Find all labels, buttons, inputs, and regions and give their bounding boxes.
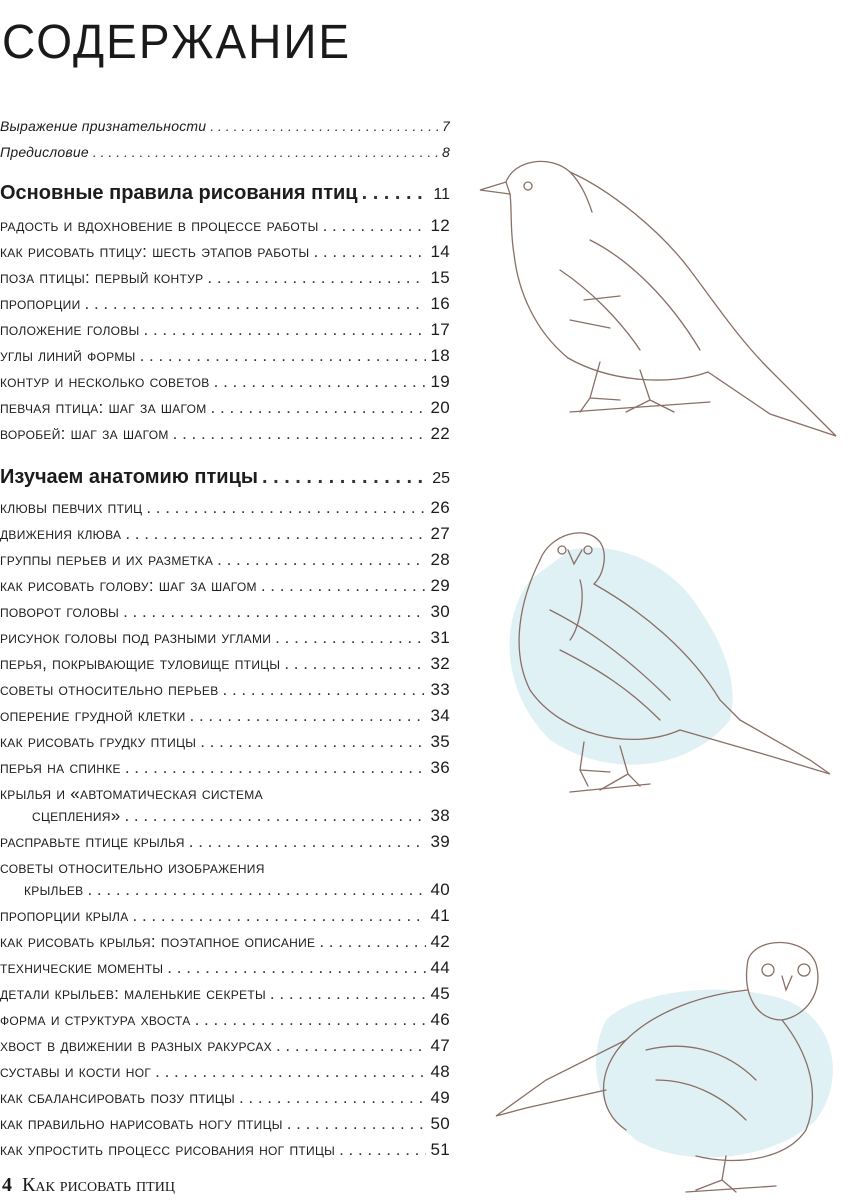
toc-entry-page: 45 <box>430 984 450 1003</box>
toc-entry-title: как рисовать грудку птицы <box>0 732 197 751</box>
toc-entry-title: оперение грудной клетки <box>0 706 186 725</box>
toc-entry-page: 47 <box>430 1036 450 1055</box>
toc-entry[interactable] <box>0 628 450 648</box>
toc-entry[interactable] <box>0 732 450 752</box>
footer-book-title: Как рисовать птиц <box>22 1174 175 1196</box>
toc-entry-page: 22 <box>430 424 450 443</box>
toc-dot-leader <box>323 216 427 236</box>
toc-entry[interactable] <box>0 906 450 926</box>
toc-entry[interactable] <box>0 372 450 392</box>
toc-entry-page: 28 <box>430 550 450 569</box>
toc-entry-page: 44 <box>430 958 450 977</box>
toc-dot-leader <box>140 346 427 366</box>
toc-dot-leader <box>223 680 427 700</box>
toc-entry-page: 8 <box>442 144 450 160</box>
toc-entry-title: как сбалансировать позу птицы <box>0 1088 235 1107</box>
page-footer <box>2 1174 175 1197</box>
toc-entry[interactable] <box>0 958 450 978</box>
toc-dot-leader <box>200 732 426 752</box>
toc-entry[interactable] <box>0 1062 450 1082</box>
toc-entry[interactable] <box>0 602 450 622</box>
toc-entry[interactable] <box>0 1036 450 1056</box>
toc-dot-leader <box>167 958 426 978</box>
toc-dot-leader <box>210 118 438 134</box>
toc-dot-leader <box>276 1036 427 1056</box>
toc-entry-title: технические моменты <box>0 958 164 977</box>
toc-entry[interactable] <box>0 806 450 826</box>
toc-dot-leader <box>284 654 426 674</box>
toc-entry-page: 27 <box>430 524 450 543</box>
toc-entry[interactable] <box>0 1140 450 1160</box>
toc-dot-leader <box>155 1062 426 1082</box>
toc-entry-page: 15 <box>430 268 450 287</box>
toc-entry-title: как правильно нарисовать ногу птицы <box>0 1114 283 1133</box>
toc-entry-page: 38 <box>430 806 450 825</box>
toc-entry-page: 30 <box>430 602 450 621</box>
toc-entry-page: 19 <box>430 372 450 391</box>
toc-entry[interactable] <box>0 398 450 418</box>
toc-dot-leader <box>207 268 426 288</box>
toc-dot-leader <box>133 906 427 926</box>
toc-entry-page: 46 <box>430 1010 450 1029</box>
toc-entry-page: 29 <box>430 576 450 595</box>
toc-entry-page: 42 <box>430 932 450 951</box>
toc-entry-page: 39 <box>430 832 450 851</box>
toc-dot-leader <box>85 294 427 314</box>
toc-dot-leader <box>319 932 426 952</box>
toc-entry[interactable] <box>0 758 450 778</box>
toc-dot-leader <box>125 758 427 778</box>
toc-entry[interactable] <box>0 524 450 544</box>
toc-entry-title: как рисовать голову: шаг за шагом <box>0 576 257 595</box>
toc-entry-page: 18 <box>430 346 450 365</box>
toc-entry-page: 33 <box>430 680 450 699</box>
toc-entry-title-line1: советы относительно изображения <box>0 858 265 877</box>
toc-entry-title: контур и несколько советов <box>0 372 210 391</box>
toc-entry-page: 51 <box>430 1140 450 1159</box>
toc-entry-page: 12 <box>430 216 450 235</box>
toc-entry-page: 31 <box>430 628 450 647</box>
toc-dot-leader <box>262 466 428 489</box>
toc-dot-leader <box>123 602 426 622</box>
toc-entry-page: 17 <box>430 320 450 339</box>
toc-entry-title: пропорции крыла <box>0 906 129 925</box>
toc-dot-leader <box>217 550 426 570</box>
toc-entry[interactable] <box>0 1114 450 1134</box>
toc-entry-title: положение головы <box>0 320 140 339</box>
toc-entry-page: 49 <box>430 1088 450 1107</box>
toc-entry-page: 26 <box>430 498 450 517</box>
toc-entry[interactable] <box>0 576 450 596</box>
toc-entry-title: крыльев <box>24 880 84 899</box>
page-title: содержание <box>2 0 352 73</box>
toc-entry[interactable] <box>0 424 450 444</box>
toc-dot-leader <box>190 706 427 726</box>
footer-page-number: 4 <box>2 1174 12 1196</box>
toc-entry-page: 41 <box>430 906 450 925</box>
toc-entry-page: 34 <box>430 706 450 725</box>
toc-entry-title: певчая птица: шаг за шагом <box>0 398 207 417</box>
toc-dot-leader <box>146 498 426 518</box>
toc-entry-page: 50 <box>430 1114 450 1133</box>
toc-section-page: 25 <box>432 470 450 487</box>
toc-entry[interactable] <box>0 1010 450 1030</box>
toc-intro-entry[interactable] <box>0 144 450 160</box>
toc-entry-title: перья, покрывающие туловище птицы <box>0 654 281 673</box>
toc-entry[interactable] <box>0 654 450 674</box>
toc-entry-title: детали крыльев: маленькие секреты <box>0 984 266 1003</box>
toc-dot-leader <box>214 372 427 392</box>
toc-dot-leader <box>211 398 427 418</box>
toc-entry-page: 20 <box>430 398 450 417</box>
toc-entry-title: форма и структура хвоста <box>0 1010 191 1029</box>
toc-entry-title: сцепления» <box>32 806 121 825</box>
toc-entry-title: Предисловие <box>0 144 89 160</box>
toc-section-title: Изучаем анатомию птицы <box>0 466 258 488</box>
toc-entry[interactable] <box>0 1088 450 1108</box>
toc-entry-page: 36 <box>430 758 450 777</box>
toc-entry[interactable] <box>0 680 450 700</box>
toc-dot-leader <box>124 806 426 826</box>
toc-entry-title: как рисовать крылья: поэтапное описание <box>0 932 316 951</box>
toc-dot-leader <box>287 1114 427 1134</box>
toc-section-heading[interactable] <box>0 466 450 489</box>
toc-entry[interactable] <box>0 498 450 518</box>
toc-entry-page: 32 <box>430 654 450 673</box>
toc-entry[interactable] <box>0 268 450 288</box>
toc-section-title: Основные правила рисования птиц <box>0 182 358 204</box>
toc-entry-title: перья на спинке <box>0 758 121 777</box>
toc-entry-title: радость и вдохновение в процессе работы <box>0 216 319 235</box>
toc-entry-title: поза птицы: первый контур <box>0 268 204 287</box>
toc-entry-page: 7 <box>442 118 450 134</box>
toc-dot-leader <box>87 880 426 900</box>
toc-entry[interactable] <box>0 320 450 340</box>
toc-entry-title: клювы певчих птиц <box>0 498 143 517</box>
toc-entry[interactable] <box>0 346 450 366</box>
toc-entry[interactable] <box>0 932 450 952</box>
toc-dot-leader <box>270 984 427 1004</box>
toc-entry[interactable] <box>0 242 450 262</box>
toc-dot-leader <box>313 242 426 262</box>
toc-entry-title: расправьте птице крылья <box>0 832 185 851</box>
toc-entry-page: 14 <box>430 242 450 261</box>
toc-entry[interactable] <box>0 216 450 236</box>
toc-dot-leader <box>93 144 438 160</box>
toc-entry-page: 35 <box>430 732 450 751</box>
bird-sketch-perched-icon <box>470 150 850 440</box>
toc-entry-title: хвост в движении в разных ракурсах <box>0 1036 272 1055</box>
toc-dot-leader <box>189 832 427 852</box>
toc-dot-leader <box>362 182 430 205</box>
toc-dot-leader <box>239 1088 427 1108</box>
toc-entry[interactable] <box>0 984 450 1004</box>
toc-entry[interactable] <box>0 832 450 852</box>
toc-entry-title: движения клюва <box>0 524 122 543</box>
toc-entry[interactable] <box>0 294 450 314</box>
toc-dot-leader <box>275 628 426 648</box>
bird-sketch-front-icon <box>490 520 860 820</box>
toc-entry-title: как рисовать птицу: шесть этапов работы <box>0 242 310 261</box>
toc-intro-entry[interactable] <box>0 118 450 134</box>
toc-entry[interactable] <box>0 880 450 900</box>
toc-entry-title-line1: крылья и «автоматическая система <box>0 784 263 803</box>
toc-entry-page: 40 <box>430 880 450 899</box>
toc-entry-title: воробей: шаг за шагом <box>0 424 169 443</box>
toc-section-heading[interactable] <box>0 182 450 205</box>
toc-dot-leader <box>173 424 427 444</box>
toc-entry-title: пропорции <box>0 294 81 313</box>
toc-dot-leader <box>195 1010 427 1030</box>
toc-entry-title: советы относительно перьев <box>0 680 219 699</box>
toc-dot-leader <box>339 1140 426 1160</box>
toc-entry-title: Выражение признательности <box>0 118 207 134</box>
toc-entry-title: рисунок головы под разными углами <box>0 628 272 647</box>
toc-section-page: 11 <box>433 186 450 203</box>
toc-entry-title: поворот головы <box>0 602 120 621</box>
toc-dot-leader <box>261 576 427 596</box>
toc-dot-leader <box>125 524 426 544</box>
toc-entry-page: 16 <box>430 294 450 313</box>
toc-entry-title: группы перьев и их разметка <box>0 550 214 569</box>
toc-entry-page: 48 <box>430 1062 450 1081</box>
toc-entry[interactable] <box>0 706 450 726</box>
toc-entry[interactable] <box>0 550 450 570</box>
bird-sketch-three-quarter-icon <box>486 930 860 1200</box>
toc-dot-leader <box>144 320 427 340</box>
toc-entry-title: углы линий формы <box>0 346 136 365</box>
toc-entry-title: как упростить процесс рисования ног птицы <box>0 1140 336 1159</box>
toc-entry-title: суставы и кости ног <box>0 1062 152 1081</box>
